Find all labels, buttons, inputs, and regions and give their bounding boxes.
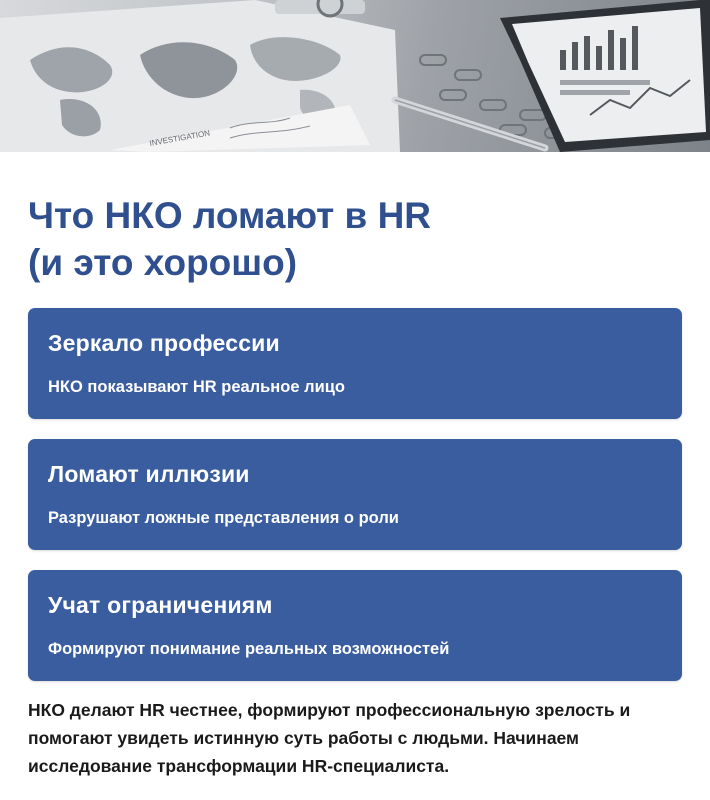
- hero-image: [0, 0, 710, 152]
- card-break-illusions: [28, 439, 682, 550]
- card-text: НКО показывают HR реальное лицо: [48, 378, 345, 396]
- cards-list: [28, 308, 682, 681]
- magnifier: [275, 0, 365, 16]
- card-teach-limits: [28, 570, 682, 681]
- card-text: Формируют понимание реальных возможностей: [48, 640, 450, 658]
- map-caption: INVESTIGATION: [148, 128, 211, 148]
- card-title: Учат ограничениям: [48, 592, 273, 618]
- card-mirror-profession: [28, 308, 682, 419]
- card-text: Разрушают ложные представления о роли: [48, 509, 399, 527]
- title-line-2: (и это хорошо): [28, 242, 298, 283]
- card-title: Ломают иллюзии: [48, 461, 250, 487]
- card-title: Зеркало профессии: [48, 330, 280, 356]
- title-line-1: Что НКО ломают в HR: [28, 195, 432, 236]
- page-title: [28, 192, 682, 286]
- tablet: [500, 0, 710, 152]
- hero-illustration: [0, 0, 710, 152]
- pen: [395, 100, 545, 148]
- summary-text: НКО делают HR честнее, формируют профессиональную зрелость и помогают увидеть истинную суть работы с людьми. Начинаем исследование трансформации HR-специалиста.: [28, 700, 631, 776]
